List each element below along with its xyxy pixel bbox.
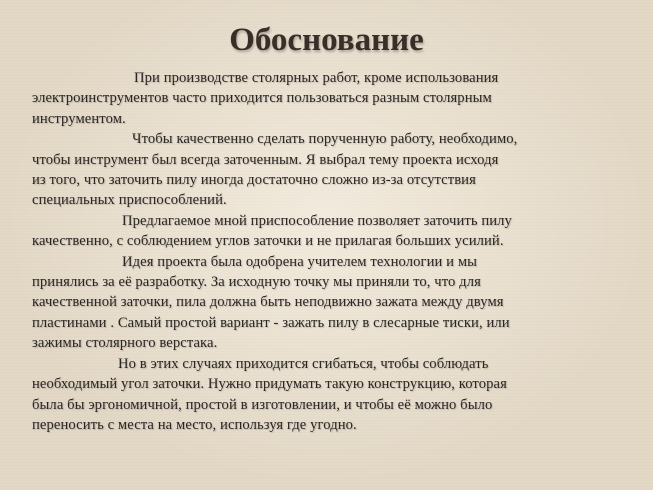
paragraph-2-line-2: чтобы инструмент был всегда заточенным. Я выбрал тему проекта исходя bbox=[32, 151, 499, 168]
paragraph-1-line-3: инструментом. bbox=[32, 110, 126, 127]
paragraph-2-line-1: Чтобы качественно сделать порученную работу, необходимо, bbox=[132, 131, 518, 148]
paragraph-4-line-3: качественной заточки, пила должна быть неподвижно зажата между двумя bbox=[32, 294, 504, 311]
paragraph-4-line-1: Идея проекта была одобрена учителем технологии и мы bbox=[122, 253, 478, 270]
paragraph-1-line-1: При производстве столярных работ, кроме использования bbox=[134, 70, 499, 86]
paragraph-2-line-3: из того, что заточить пилу иногда достаточно сложно из-за отсутствия bbox=[32, 172, 476, 189]
paragraph-2-line-4: специальных приспособлений. bbox=[32, 192, 227, 209]
paragraph-5-line-4: переносить с места на место, используя где угодно. bbox=[32, 416, 357, 433]
paragraph-4-line-5: зажимы столярного верстака. bbox=[32, 335, 218, 352]
paragraph-3-line-1: Предлагаемое мной приспособление позволяет заточить пилу bbox=[122, 212, 512, 229]
paragraph-1-line-2: электроинструментов часто приходится пользоваться разным столярным bbox=[32, 90, 492, 107]
paragraph-5-line-3: была бы эргономичной, простой в изготовлении, и чтобы её можно было bbox=[32, 396, 493, 413]
paragraph-3-line-2: качественно, с соблюдением углов заточки и не прилагая больших усилий. bbox=[32, 233, 504, 250]
paragraph-5-line-2: необходимый угол заточки. Нужно придумать такую конструкцию, которая bbox=[32, 376, 507, 393]
slide-title: Обоснование bbox=[229, 22, 424, 58]
paragraph-5-line-1: Но в этих случаях приходится сгибаться, чтобы соблюдать bbox=[118, 355, 489, 372]
paragraph-4-line-4: пластинами . Самый простой вариант - зажать пилу в слесарные тиски, или bbox=[32, 314, 510, 331]
slide-body bbox=[32, 68, 630, 435]
paragraph-4-line-2: принялись за её разработку. За исходную точку мы приняли то, что для bbox=[32, 274, 481, 291]
